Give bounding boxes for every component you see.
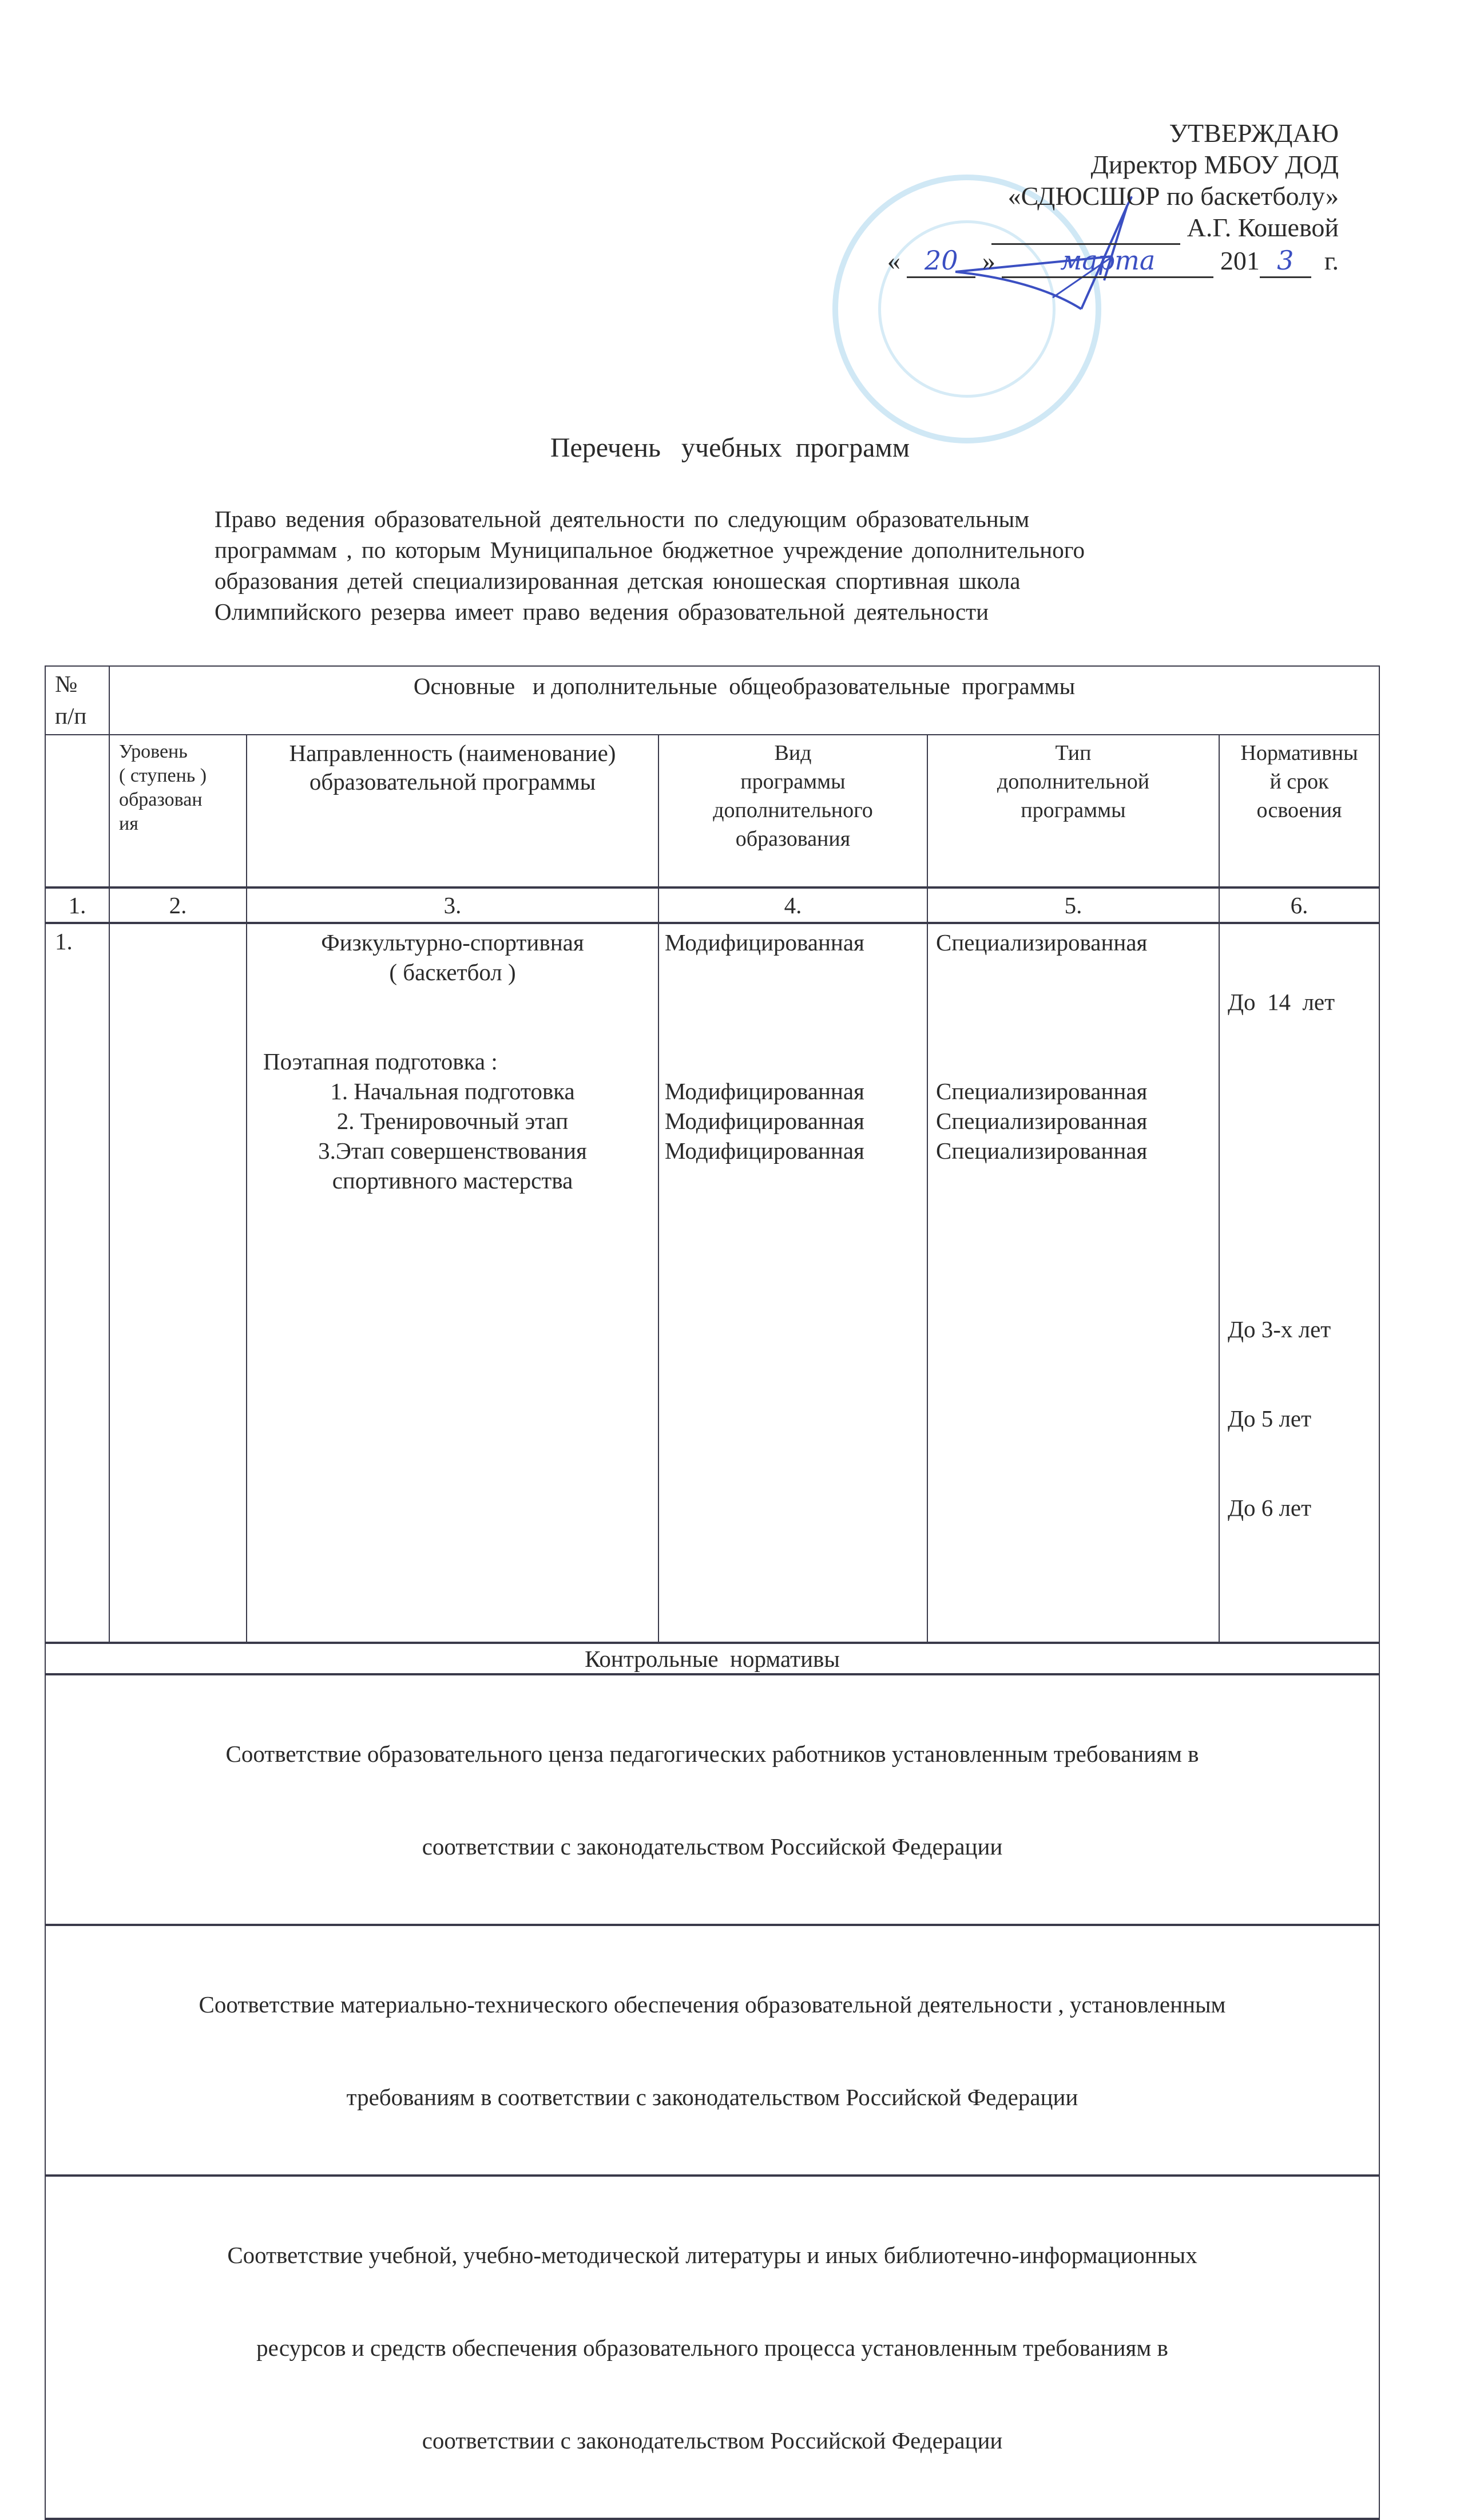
col-header-term [1219,735,1379,887]
document-title: Перечень учебных программ [550,433,910,463]
direction-sport: ( баскетбол ) [389,959,516,985]
header-line: образовательной программы [309,768,596,795]
date-year-prefix: 201 [1220,246,1260,275]
requirement-line: ресурсов и средств обеспечения образовательного процесса установленным требованиям в [256,2335,1168,2361]
requirement-row [45,1925,1379,2176]
row-number: 1. [45,923,109,1643]
stage-kind: Модифицированная [665,1108,864,1134]
date-year-suffix: 3 [1260,245,1311,278]
column-numbers-row [45,887,1379,923]
stage-type: Специализированная [936,1108,1148,1134]
col-number: 5. [927,887,1219,923]
row-term [1219,923,1379,1643]
requirement-row [45,1674,1379,1925]
date-year-unit: г. [1324,246,1339,275]
col-number: 2. [109,887,247,923]
row-direction [247,923,658,1643]
header-line: ия [119,813,138,834]
type-main: Специализированная [936,929,1148,956]
col-number: 6. [1219,887,1379,923]
intro-line: программам , по которым Муниципальное бюджетное учреждение дополнительного [215,537,1085,563]
stage-term: До 5 лет [1228,1405,1312,1432]
header-line: Тип [1055,741,1092,765]
table-row [45,923,1379,1643]
control-header: Контрольные нормативы [45,1643,1379,1674]
stage-term: До 3-х лет [1228,1316,1331,1342]
requirement-cell [45,1674,1379,1925]
stage-type: Специализированная [936,1078,1148,1104]
approval-signatory: А.Г. Кошевой [1187,213,1339,242]
header-line: программы [1021,798,1126,822]
approval-organization: «СДЮСШОР по баскетболу» [1007,181,1339,211]
control-header-row [45,1643,1379,1674]
row-level [109,923,247,1643]
header-line: й срок [1269,770,1329,794]
table-header-row-group [45,666,1379,735]
requirement-line: соответствии с законодательством Российской Федерации [422,1833,1003,1860]
col-number: 3. [247,887,658,923]
header-line: Направленность (наименование) [289,740,616,766]
empty-cell [45,735,109,887]
approval-date [887,245,1339,278]
intro-paragraph [215,504,1359,627]
stages-title: Поэтапная подготовка : [263,1048,498,1075]
signature-blank [991,212,1180,245]
requirement-line: Соответствие образовательного ценза педагогических работников установленным требованиям в [225,1741,1199,1767]
header-line: Уровень [119,741,188,762]
row-type [927,923,1219,1643]
direction-name: Физкультурно-спортивная [321,929,584,956]
term-main: До 14 лет [1228,989,1335,1015]
stage-kind: Модифицированная [665,1138,864,1164]
stage-name: 2. Тренировочный этап [336,1108,569,1134]
kind-main: Модифицированная [665,929,864,956]
intro-line: Право ведения образовательной деятельности по следующим образовательным [215,506,1030,532]
intro-line: Олимпийского резерва имеет право ведения образовательной деятельности [215,599,989,625]
approval-position: Директор МБОУ ДОД [1090,150,1339,179]
approval-signatory-line [887,212,1339,245]
requirement-line: Соответствие учебной, учебно-методической литературы и иных библиотечно-информационных [227,2242,1197,2268]
table-header-row-columns [45,735,1379,887]
header-line: освоения [1256,798,1342,822]
stage-name: 3.Этап совершенствования [318,1138,587,1164]
stage-kind: Модифицированная [665,1078,864,1104]
requirement-row [45,2176,1379,2519]
col-number: 1. [45,887,109,923]
approval-heading: УТВЕРЖДАЮ [1169,118,1339,148]
header-line: Вид [774,741,812,765]
approval-block [887,117,1339,278]
stage-name: 1. Начальная подготовка [330,1078,575,1104]
programs-table [45,665,1380,2520]
requirement-cell [45,1925,1379,2176]
header-line: дополнительной [997,770,1150,794]
date-open-quote: « [887,246,900,275]
col-header-type [927,735,1219,887]
col-header-direction [247,735,658,887]
header-line: образован [119,789,203,810]
requirement-cell [45,2176,1379,2519]
header-line: ( ступень ) [119,765,207,786]
header-line: дополнительного [713,798,873,822]
date-close-quote: » [982,246,995,275]
stage-name-continuation: спортивного мастерства [332,1167,573,1194]
stage-type: Специализированная [936,1138,1148,1164]
num-label: п/п [55,703,87,729]
group-header: Основные и дополнительные общеобразовательные программы [109,666,1379,735]
date-day: 20 [907,245,975,278]
header-line: образования [735,827,851,851]
header-line: программы [740,770,846,794]
header-line: Нормативны [1240,741,1358,765]
num-header [45,666,109,735]
num-symbol: № [55,671,78,697]
requirement-line: Соответствие материально-технического обеспечения образовательной деятельности , установленным [199,1991,1226,2018]
col-number: 4. [658,887,927,923]
requirement-line: соответствии с законодательством Российской Федерации [422,2427,1003,2454]
date-month: марта [1002,245,1213,278]
row-kind [658,923,927,1643]
col-header-kind [658,735,927,887]
intro-line: образования детей специализированная детская юношеская спортивная школа [215,568,1021,594]
stage-term: До 6 лет [1228,1495,1312,1521]
requirement-line: требованиям в соответствии с законодательством Российской Федерации [346,2084,1078,2110]
col-header-level [109,735,247,887]
